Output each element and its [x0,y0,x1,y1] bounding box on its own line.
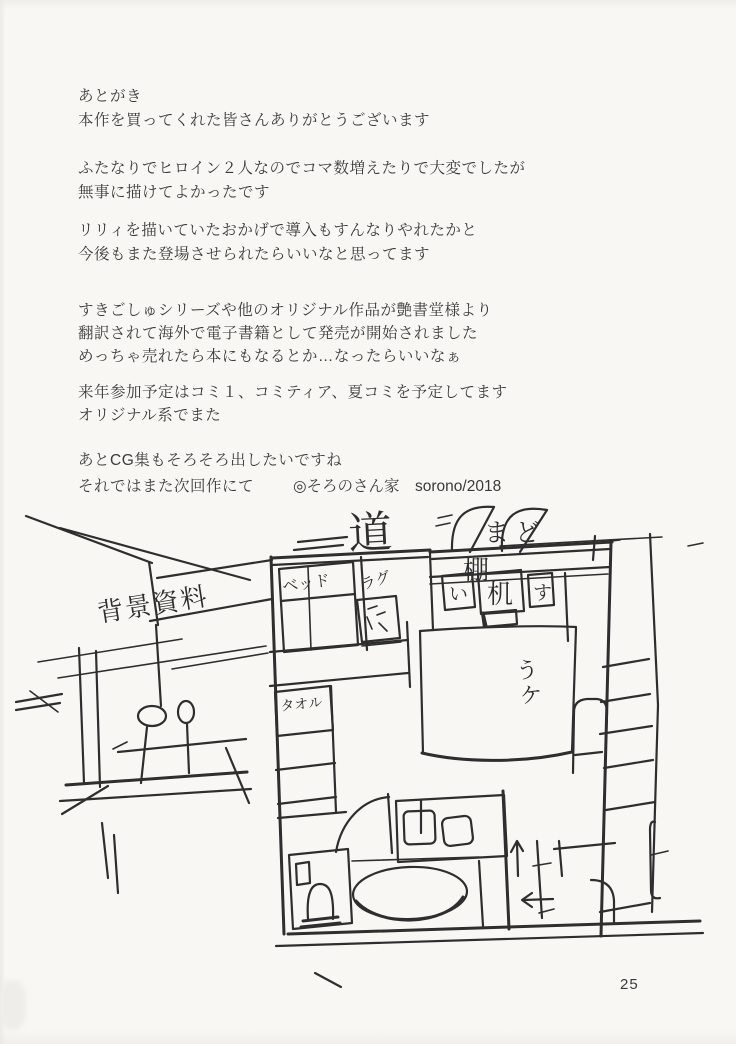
window-label: まど [484,519,547,547]
hallway [503,752,615,929]
afterword-line: あとCG集もそろそろ出したいですね [78,452,343,469]
arrow-left [524,899,553,900]
bed-edge [66,772,247,785]
stick-figure-head [178,701,194,723]
shelf-box-right-label: す [533,583,553,604]
shelf-box-left-label: い [449,584,469,605]
stairs [600,534,703,912]
arrow-up [517,843,518,876]
afterword-line: 来年参加予定はコミ１、コミティア、夏コミを予定してます [78,384,508,401]
center-rug [420,626,576,760]
door [388,794,392,853]
toilet-bowl [308,884,333,919]
afterword-line: オリジナル系でまた [78,407,222,424]
afterword-title: あとがき [78,88,143,105]
afterword-line: めっちゃ売れたら本にもなるとか…なったらいいなぁ [78,348,462,365]
bed-label: ベッド [281,572,332,596]
rug-label: ラグ [358,568,393,594]
afterword-closing-line: それではまた次回作にて [78,478,255,495]
afterword-line: 今後もまた登場させられたらいいなと思ってます [78,246,431,263]
center-label-char2: ケ [520,683,543,708]
toilet-room [289,849,352,929]
stick-figure-head [138,706,166,726]
afterword-line: 無事に描けてよかったです [78,184,271,201]
perspective-room-sketch [16,516,272,893]
afterword-line: リリィを描いていたおかげで導入もすんなりやれたかと [78,222,478,239]
floor-plan-sketch [270,507,703,987]
shelf-label: 棚 [463,555,490,585]
page-number: 25 [620,976,639,993]
stick-figure-body [187,724,189,773]
sink-unit [396,795,507,862]
desk-label: 机 [487,579,514,609]
sofa [573,699,607,773]
afterword-line: すきごしゅシリーズや他のオリジナル作品が艶書堂様より [78,302,493,319]
stick-figure-body [141,727,147,783]
road-label: 道 [346,507,394,559]
afterword-line: ふたなりでヒロイン２人なのでコマ数増えたりで大変でしたが [78,160,526,177]
stray-stroke [315,973,341,987]
afterword-line: 本作を買ってくれた皆さんありがとうございます [78,112,431,129]
sink-counter [441,815,473,846]
sink-basin [403,810,435,844]
toilet-tank [296,862,310,885]
door-swing-arc [336,797,389,852]
center-label-char1: う [516,658,539,683]
towel-label: タオル [279,693,324,714]
artist-signature: ◎そろのさん家 sorono/2018 [293,478,502,495]
left-sketch-caption: 背景資料 [95,580,211,628]
afterword-line: 翻訳されて海外で電子書籍として発売が開始されました [78,325,479,342]
